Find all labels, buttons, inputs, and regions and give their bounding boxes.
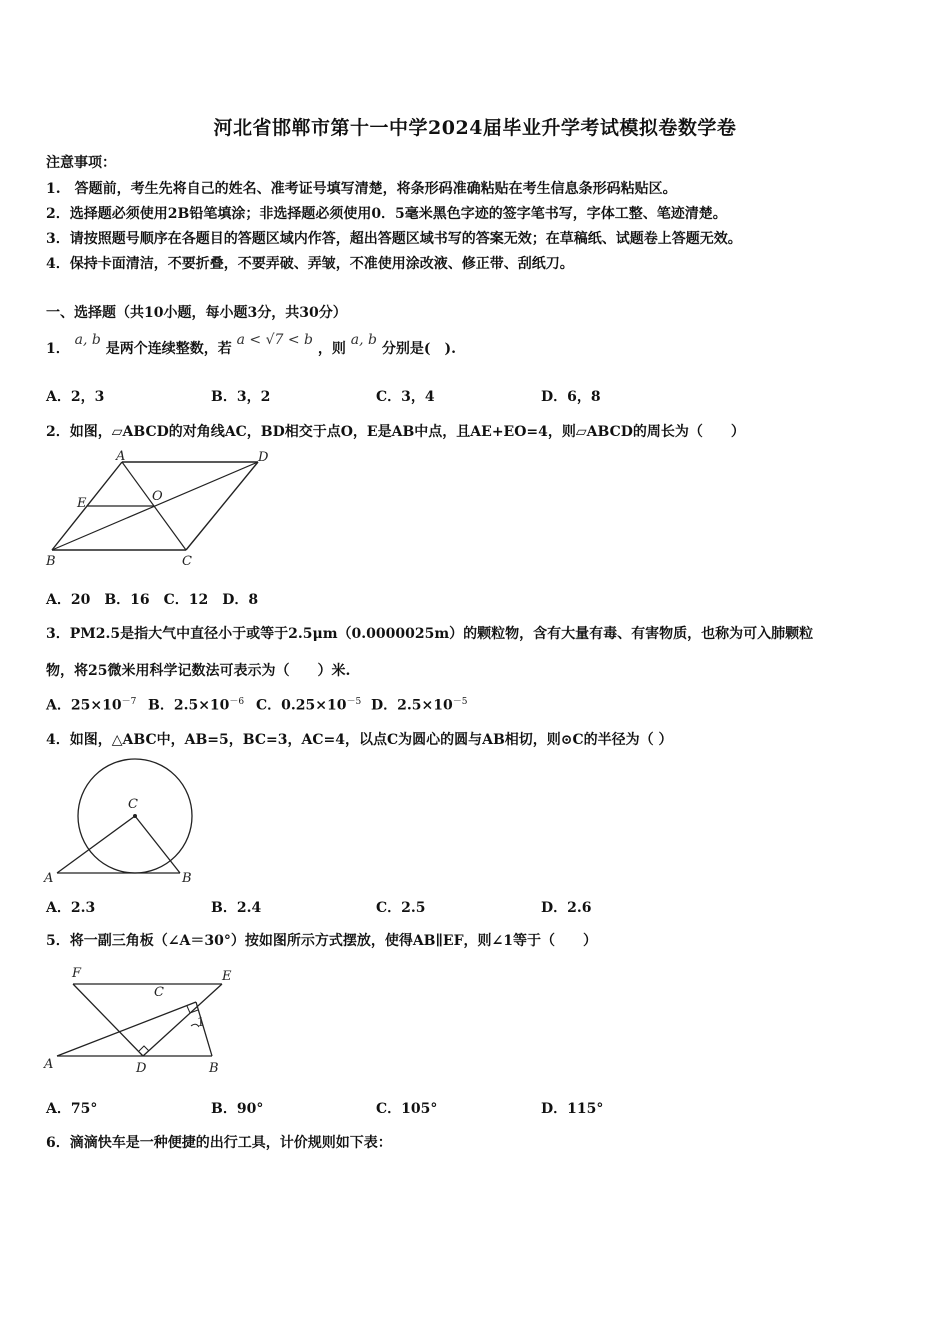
- q5-option-d[interactable]: D．115°: [541, 1101, 604, 1117]
- q5-label-e: E: [222, 969, 232, 984]
- q5-line-cb: [196, 1002, 212, 1056]
- q3-option-a-exp: －7: [121, 697, 137, 707]
- q4-option-a[interactable]: A．2.3: [46, 900, 96, 916]
- notice-item-1: 1. 答题前，考生先将自己的姓名、准考证号填写清楚，将条形码准确粘贴在考生信息条形码粘贴区。: [46, 181, 677, 197]
- q2-options[interactable]: A．20 B．16 C．12 D．8: [46, 592, 259, 608]
- q5-label-f: F: [72, 966, 82, 981]
- q2-label-b: B: [46, 554, 56, 569]
- q2-side-dc: [186, 462, 258, 550]
- q1-option-a[interactable]: A．2，3: [46, 389, 105, 405]
- q2-label-a: A: [116, 449, 126, 464]
- q4-label-c: C: [128, 797, 138, 812]
- q2-label-o: O: [152, 489, 163, 504]
- page-title: 河北省邯郸市第十一中学2024届毕业升学考试模拟卷数学卷: [213, 117, 737, 139]
- q5-line-ac: [57, 1002, 196, 1056]
- notice-item-2: 2．选择题必须使用2B铅笔填涂；非选择题必须使用0．5毫米黑色字迹的签字笔书写，字体工整、笔迹清楚。: [46, 206, 727, 222]
- q1-text-c: 分别是( ).: [381, 341, 456, 357]
- q3-option-a-base: A．25×10: [46, 697, 122, 714]
- q4-segment-ac: [57, 816, 135, 873]
- q1-option-d[interactable]: D．6，8: [541, 389, 601, 405]
- q4-label-b: B: [182, 871, 192, 886]
- q3-option-d-exp: －5: [452, 697, 468, 707]
- q2-label-c: C: [182, 554, 192, 569]
- q5-label-a: A: [44, 1057, 54, 1072]
- notice-item-4: 4．保持卡面清洁，不要折叠，不要弄破、弄皱，不准使用涂改液、修正带、刮纸刀。: [46, 256, 574, 272]
- q3-option-b-exp: －6: [229, 697, 245, 707]
- q5-label-d: D: [136, 1061, 147, 1076]
- q2-parallelogram-figure: [44, 449, 276, 572]
- q3-option-d[interactable]: [371, 694, 467, 715]
- q4-option-d[interactable]: D．2.6: [541, 900, 592, 916]
- q4-center-point: [133, 814, 137, 818]
- q1-vars-2: a, b: [350, 332, 377, 348]
- question-4: 4．如图，△ABC中，AB=5，BC=3，AC=4，以点C为圆心的圆与AB相切，则⊙C的半径为（ ）: [46, 732, 673, 748]
- q5-option-a[interactable]: A．75°: [46, 1101, 98, 1117]
- q3-option-c-exp: －5: [346, 697, 362, 707]
- q3-option-b[interactable]: [148, 694, 244, 715]
- q4-option-c[interactable]: C．2.5: [376, 900, 426, 916]
- question-3-line-2: 物，将25微米用科学记数法可表示为（ ）米.: [46, 663, 351, 679]
- q5-option-b[interactable]: B．90°: [211, 1101, 264, 1117]
- q5-right-angle-d: [139, 1046, 149, 1051]
- question-3-line-1: 3．PM2.5是指大气中直径小于或等于2.5μm（0.0000025m）的颗粒物，含有大量有毒、有害物质，也称为可入肺颗粒: [46, 626, 814, 642]
- q1-vars: a, b: [74, 332, 101, 348]
- q1-option-c[interactable]: C．3，4: [376, 389, 435, 405]
- q1-option-b[interactable]: B．3，2: [211, 389, 271, 405]
- q1-text-a: 是两个连续整数，若: [105, 341, 232, 357]
- q2-label-d: D: [258, 450, 269, 465]
- q4-option-b[interactable]: B．2.4: [211, 900, 262, 916]
- q4-label-a: A: [44, 871, 54, 886]
- section-heading: 一、选择题（共10小题，每小题3分，共30分）: [46, 305, 347, 321]
- notice-item-3: 3．请按照题号顺序在各题目的答题区域内作答，超出答题区域书写的答案无效；在草稿纸、试题卷上答题无效。: [46, 231, 742, 247]
- question-6: 6．滴滴快车是一种便捷的出行工具，计价规则如下表：: [46, 1135, 392, 1151]
- question-1: [46, 332, 456, 358]
- q2-label-e: E: [77, 496, 87, 511]
- q5-label-angle-1: 1: [197, 1015, 205, 1029]
- q3-option-a[interactable]: [46, 694, 136, 715]
- q5-label-b: B: [209, 1061, 219, 1076]
- question-2: 2．如图，▱ABCD的对角线AC，BD相交于点O，E是AB中点，且AE+EO=4，则▱ABCD的周长为（ ）: [46, 424, 745, 440]
- q1-number: 1．: [46, 341, 70, 357]
- q3-option-c[interactable]: [256, 694, 361, 715]
- q5-triangles-figure: [40, 960, 240, 1078]
- q1-inequality: a < √7 < b: [236, 332, 313, 348]
- q3-option-b-base: B．2.5×10: [148, 697, 230, 714]
- q4-segment-bc: [135, 816, 180, 873]
- q1-text-b: ，则: [317, 341, 346, 357]
- notice-heading: 注意事项：: [46, 155, 116, 171]
- q5-option-c[interactable]: C．105°: [376, 1101, 438, 1117]
- q3-option-c-base: C．0.25×10: [256, 697, 347, 714]
- q3-option-d-base: D．2.5×10: [371, 697, 453, 714]
- q5-label-c: C: [154, 985, 164, 1000]
- q4-circle-figure: [40, 756, 210, 888]
- question-5: 5．将一副三角板（∠A＝30°）按如图所示方式摆放，使得AB∥EF，则∠1等于（ ）: [46, 933, 598, 949]
